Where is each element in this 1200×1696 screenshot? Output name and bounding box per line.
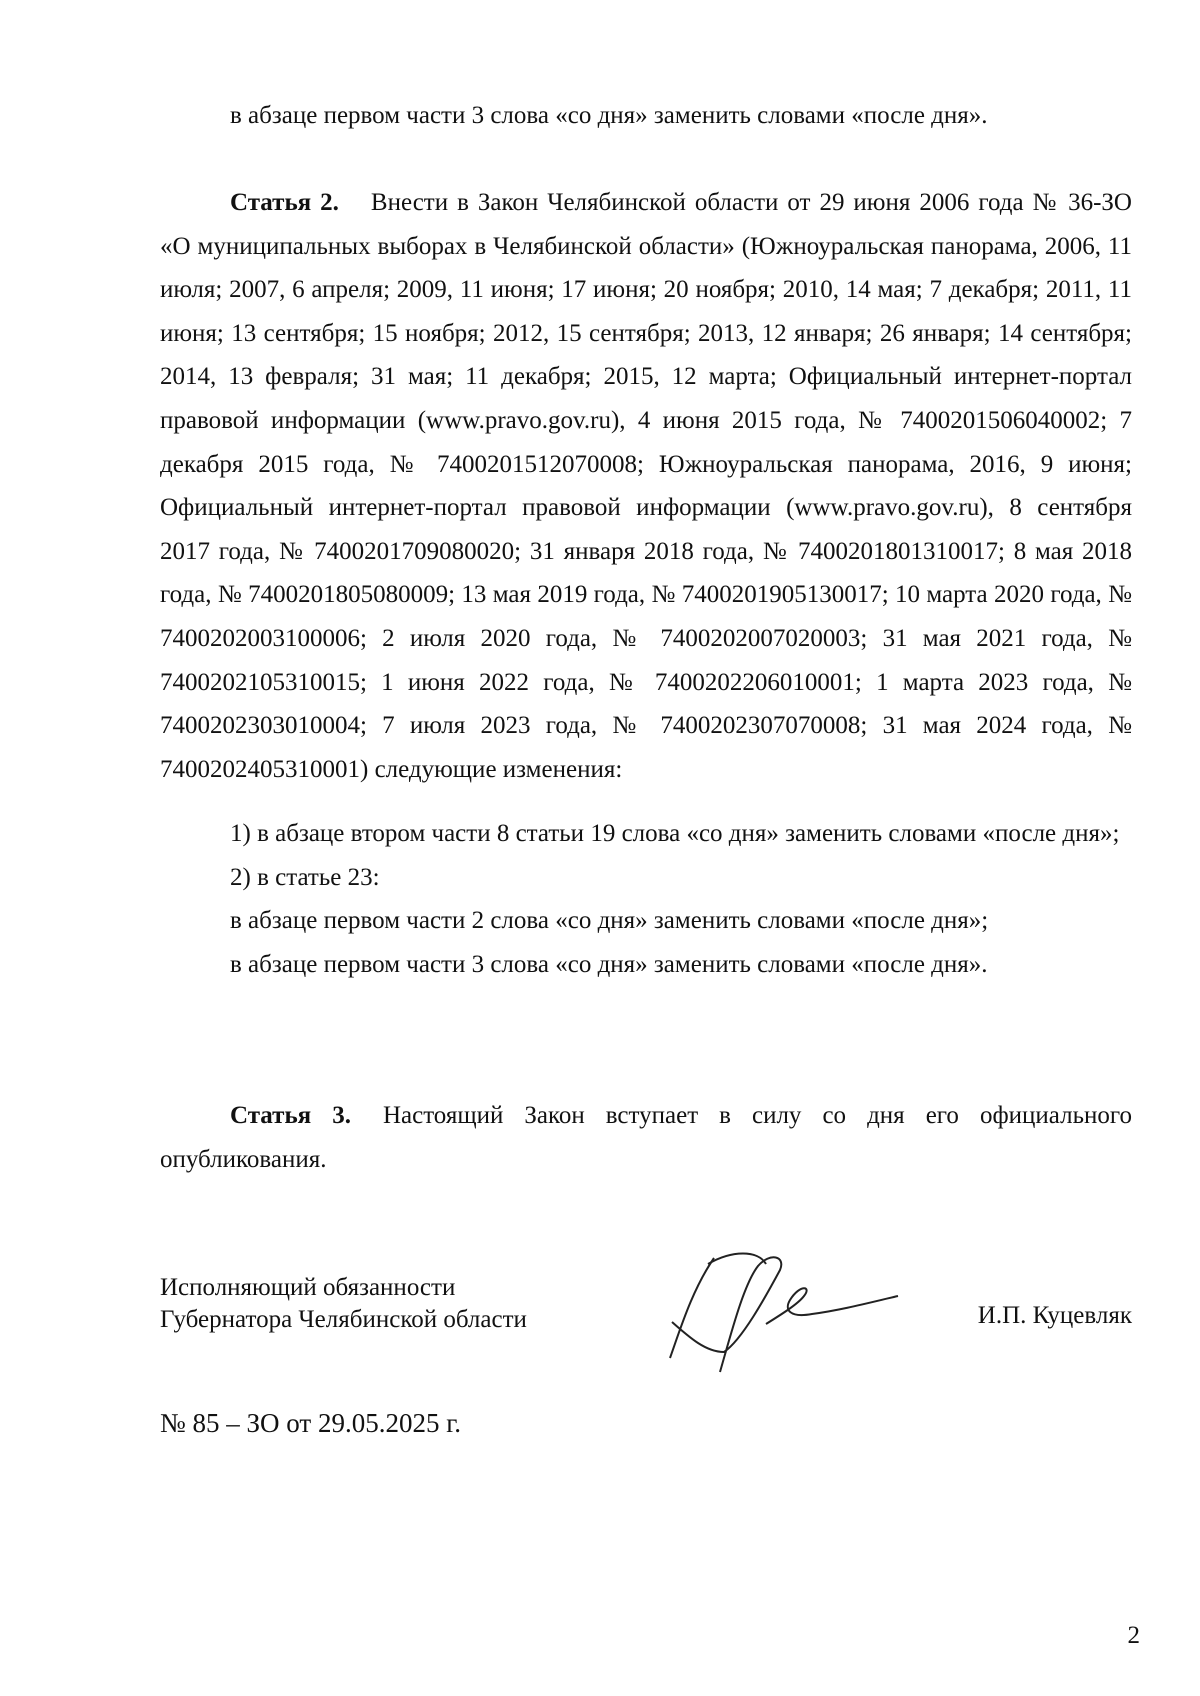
article-3: [160, 1094, 1132, 1181]
signatory-position: [160, 1272, 527, 1336]
signatory-position-line-2: Губернатора Челябинской области: [160, 1306, 527, 1333]
article-2-items: [160, 812, 1132, 986]
signatory-name: И.П. Куцевляк: [977, 1302, 1132, 1329]
handwritten-signature: [662, 1240, 902, 1380]
list-item: 1) в абзаце втором части 8 статьи 19 слова «со дня» заменить словами «после дня»;: [230, 820, 1120, 847]
article-2-body: Внести в Закон Челябинской области от 29 июня 2006 года № 36-ЗО «О муниципальных выборах в Челябинской области» (Южноуральская панорама, 2006, 11 июля; 2007, 6 апреля; 2009, 11 июня; 17 июня; 20 ноября; 2010, 14 мая; 7 декабря; 2011, 11 июня; 13 сентября; 15 ноября; 2012, 15 сентября; 2013, 12 января; 26 января; 14 сентября; 2014, 13 февраля; 31 мая; 11 декабря; 2015, 12 марта; Официальный интернет-портал правовой информации (www.pravo.gov.ru), 4 июня 2015 года, № 7400201506040002; 7 декабря 2015 года, № 7400201512070008; Южноуральская панорама, 2016, 9 июня; Официальный интернет-портал правовой информации (www.pravo.gov.ru), 8 сентября 2017 года, № 7400201709080020; 31 января 2018 года, № 7400201801310017; 8 мая 2018 года, № 7400201805080009; 13 мая 2019 года, № 7400201905130017; 10 марта 2020 года, № 7400202003100006; 2 июля 2020 года, № 7400202007020003; 31 мая 2021 года, № 7400202105310015; 1 июня 2022 года, № 7400202206010001; 1 марта 2023 года, № 7400202303010004; 7 июля 2023 года, № 7400202307070008; 31 мая 2024 года, № 7400202405310001) следующие изменения:: [160, 189, 1132, 783]
list-item: 2) в статье 23:: [230, 863, 380, 891]
list-item: в абзаце первом части 2 слова «со дня» заменить словами «после дня»;: [230, 907, 989, 935]
article-3-heading: Статья 3.: [230, 1102, 351, 1129]
article-2-heading: Статья 2.: [230, 189, 339, 216]
article-2-paragraph: [160, 181, 1132, 791]
intro-line: в абзаце первом части 3 слова «со дня» заменить словами «после дня».: [230, 102, 988, 129]
article-2: [160, 181, 1132, 791]
document-number: № 85 – ЗО от 29.05.2025 г.: [160, 1408, 462, 1438]
page-number: 2: [1127, 1622, 1140, 1649]
intro-paragraph: [160, 94, 1132, 138]
signatory-position-line-1: Исполняющий обязанности: [160, 1274, 456, 1301]
article-3-paragraph: [160, 1094, 1132, 1181]
article-3-body: Настоящий Закон вступает в силу со дня его официального опубликования.: [160, 1102, 1132, 1173]
list-item: в абзаце первом части 3 слова «со дня» заменить словами «после дня».: [230, 950, 988, 978]
